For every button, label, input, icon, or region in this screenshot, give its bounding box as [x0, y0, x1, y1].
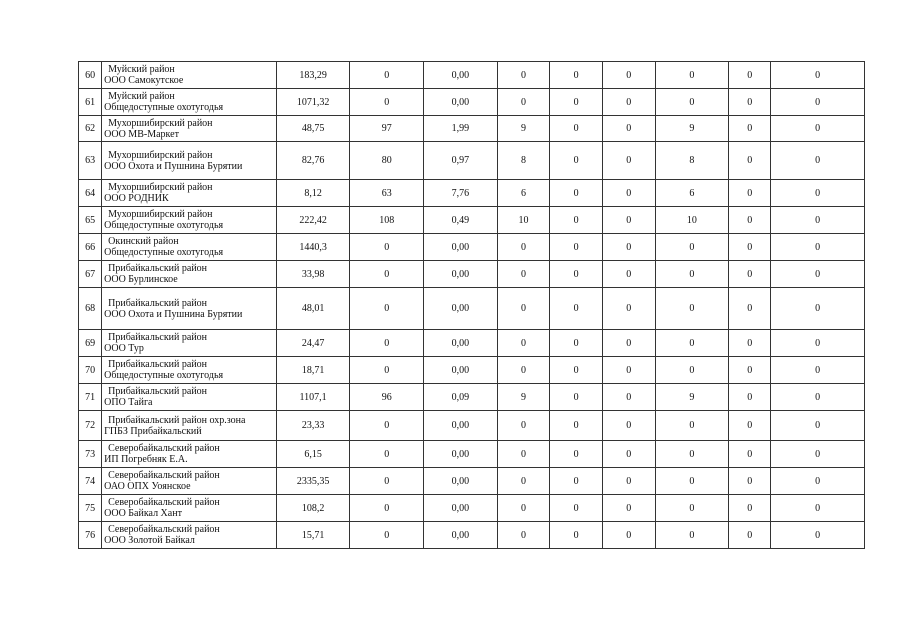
hunting-area-cell	[102, 288, 277, 330]
hunting-area-cell	[102, 357, 277, 384]
value-cell-c2: 0,00	[424, 468, 498, 495]
hunting-area-cell	[102, 142, 277, 180]
owner-name: ООО МВ-Маркет	[104, 128, 179, 140]
row-number: 68	[79, 288, 102, 330]
hunting-area-cell	[102, 261, 277, 288]
value-cell-c1: 0	[350, 62, 424, 89]
value-cell-c6: 0	[655, 89, 729, 116]
value-cell-c4: 0	[550, 384, 603, 411]
value-cell-c5: 0	[602, 495, 655, 522]
district-name: Мухоршибирский район	[108, 182, 213, 193]
value-cell-c6: 10	[655, 207, 729, 234]
value-cell-c1: 96	[350, 384, 424, 411]
value-cell-c2: 0,00	[424, 261, 498, 288]
value-cell-c8: 0	[771, 180, 865, 207]
value-cell-c4: 0	[550, 288, 603, 330]
value-cell-c8: 0	[771, 384, 865, 411]
value-cell-c8: 0	[771, 468, 865, 495]
value-cell-c8: 0	[771, 207, 865, 234]
row-number: 61	[79, 89, 102, 116]
district-name: Северобайкальский район	[108, 470, 220, 481]
value-cell-c1: 0	[350, 522, 424, 549]
row-number: 74	[79, 468, 102, 495]
value-cell-c4: 0	[550, 411, 603, 441]
row-number: 71	[79, 384, 102, 411]
value-cell-c2: 0,00	[424, 234, 498, 261]
value-cell-c3: 0	[497, 288, 550, 330]
value-cell-c8: 0	[771, 495, 865, 522]
row-number: 65	[79, 207, 102, 234]
value-cell-area: 48,01	[276, 288, 350, 330]
owner-name: Общедоступные охотугодья	[104, 102, 224, 113]
value-cell-c5: 0	[602, 384, 655, 411]
value-cell-c6: 0	[655, 468, 729, 495]
value-cell-area: 183,29	[276, 62, 350, 89]
value-cell-c4: 0	[550, 180, 603, 207]
value-cell-c2: 0,00	[424, 522, 498, 549]
value-cell-c5: 0	[602, 62, 655, 89]
value-cell-c3: 0	[497, 261, 550, 288]
district-name: Мухоршибирский район	[108, 149, 213, 161]
row-number: 66	[79, 234, 102, 261]
district-name: Мухоршибирский район	[108, 209, 213, 220]
value-cell-c3: 0	[497, 62, 550, 89]
value-cell-c1: 63	[350, 180, 424, 207]
value-cell-c8: 0	[771, 116, 865, 142]
value-cell-c1: 108	[350, 207, 424, 234]
owner-name: Общедоступные охотугодья	[104, 220, 224, 231]
district-name: Муйский район	[108, 91, 175, 102]
row-number: 75	[79, 495, 102, 522]
value-cell-c6: 0	[655, 495, 729, 522]
table-row	[79, 522, 865, 549]
value-cell-c7: 0	[729, 468, 771, 495]
table-row	[79, 89, 865, 116]
district-name: Прибайкальский район охр.зона	[108, 414, 246, 426]
value-cell-c4: 0	[550, 234, 603, 261]
value-cell-c4: 0	[550, 62, 603, 89]
value-cell-c8: 0	[771, 522, 865, 549]
value-cell-c2: 1,99	[424, 116, 498, 142]
row-number: 64	[79, 180, 102, 207]
value-cell-c5: 0	[602, 89, 655, 116]
hunting-area-cell	[102, 468, 277, 495]
value-cell-c2: 0,00	[424, 441, 498, 468]
owner-name: ООО Байкал Хант	[104, 508, 182, 519]
value-cell-c2: 0,49	[424, 207, 498, 234]
district-name: Мухоршибирский район	[108, 117, 213, 129]
value-cell-c3: 9	[497, 116, 550, 142]
owner-name: ООО Золотой Байкал	[104, 535, 195, 546]
value-cell-c6: 8	[655, 142, 729, 180]
value-cell-c8: 0	[771, 357, 865, 384]
value-cell-c7: 0	[729, 180, 771, 207]
owner-name: ОПО Тайга	[104, 397, 153, 408]
value-cell-c5: 0	[602, 116, 655, 142]
table-row	[79, 62, 865, 89]
value-cell-c2: 0,00	[424, 89, 498, 116]
value-cell-c1: 97	[350, 116, 424, 142]
value-cell-c8: 0	[771, 62, 865, 89]
data-table	[78, 61, 865, 549]
table-row	[79, 468, 865, 495]
value-cell-c2: 0,00	[424, 357, 498, 384]
table-row	[79, 116, 865, 142]
value-cell-area: 1107,1	[276, 384, 350, 411]
value-cell-area: 24,47	[276, 330, 350, 357]
value-cell-c6: 0	[655, 522, 729, 549]
value-cell-area: 1440,3	[276, 234, 350, 261]
value-cell-c2: 0,00	[424, 330, 498, 357]
value-cell-c7: 0	[729, 411, 771, 441]
value-cell-c7: 0	[729, 441, 771, 468]
table-row	[79, 261, 865, 288]
value-cell-c2: 0,97	[424, 142, 498, 180]
value-cell-c3: 0	[497, 495, 550, 522]
table-row	[79, 288, 865, 330]
value-cell-c3: 10	[497, 207, 550, 234]
value-cell-c3: 8	[497, 142, 550, 180]
value-cell-c7: 0	[729, 142, 771, 180]
value-cell-area: 1071,32	[276, 89, 350, 116]
value-cell-c6: 0	[655, 357, 729, 384]
value-cell-c6: 6	[655, 180, 729, 207]
value-cell-c7: 0	[729, 62, 771, 89]
owner-name: ОАО ОПХ Уоянское	[104, 481, 191, 492]
owner-name: ООО Тур	[104, 343, 144, 354]
owner-name: ООО Бурлинское	[104, 274, 178, 285]
hunting-area-cell	[102, 62, 277, 89]
value-cell-c5: 0	[602, 522, 655, 549]
row-number: 76	[79, 522, 102, 549]
owner-name: Общедоступные охотугодья	[104, 247, 224, 258]
value-cell-c3: 9	[497, 384, 550, 411]
value-cell-c7: 0	[729, 357, 771, 384]
value-cell-c3: 0	[497, 234, 550, 261]
value-cell-c6: 0	[655, 234, 729, 261]
hunting-area-cell	[102, 441, 277, 468]
owner-name: ИП Погребняк Е.А.	[104, 454, 188, 465]
row-number: 62	[79, 116, 102, 142]
owner-name: ООО Охота и Пушнина Бурятии	[104, 160, 243, 172]
table-row	[79, 384, 865, 411]
value-cell-c7: 0	[729, 384, 771, 411]
value-cell-c7: 0	[729, 261, 771, 288]
table-row	[79, 207, 865, 234]
value-cell-area: 15,71	[276, 522, 350, 549]
hunting-area-cell	[102, 495, 277, 522]
row-number: 70	[79, 357, 102, 384]
value-cell-c6: 9	[655, 384, 729, 411]
hunting-area-cell	[102, 411, 277, 441]
value-cell-c1: 0	[350, 411, 424, 441]
value-cell-c5: 0	[602, 357, 655, 384]
value-cell-c5: 0	[602, 142, 655, 180]
district-name: Окинский район	[108, 236, 179, 247]
value-cell-c3: 0	[497, 89, 550, 116]
row-number: 63	[79, 142, 102, 180]
row-number: 73	[79, 441, 102, 468]
table-row	[79, 411, 865, 441]
value-cell-c4: 0	[550, 522, 603, 549]
value-cell-c3: 6	[497, 180, 550, 207]
value-cell-c5: 0	[602, 330, 655, 357]
value-cell-c3: 0	[497, 330, 550, 357]
row-number: 72	[79, 411, 102, 441]
value-cell-c7: 0	[729, 522, 771, 549]
row-number: 69	[79, 330, 102, 357]
value-cell-c1: 0	[350, 288, 424, 330]
hunting-area-cell	[102, 522, 277, 549]
district-name: Северобайкальский район	[108, 524, 220, 535]
value-cell-area: 6,15	[276, 441, 350, 468]
value-cell-c1: 0	[350, 89, 424, 116]
hunting-area-cell	[102, 116, 277, 142]
value-cell-c4: 0	[550, 116, 603, 142]
value-cell-c1: 0	[350, 468, 424, 495]
value-cell-c8: 0	[771, 142, 865, 180]
table-row	[79, 495, 865, 522]
value-cell-c2: 0,00	[424, 62, 498, 89]
table-row	[79, 234, 865, 261]
value-cell-area: 108,2	[276, 495, 350, 522]
value-cell-area: 48,75	[276, 116, 350, 142]
table-row	[79, 330, 865, 357]
value-cell-c5: 0	[602, 207, 655, 234]
value-cell-c7: 0	[729, 330, 771, 357]
value-cell-area: 8,12	[276, 180, 350, 207]
hunting-area-cell	[102, 180, 277, 207]
value-cell-area: 18,71	[276, 357, 350, 384]
value-cell-c6: 0	[655, 288, 729, 330]
value-cell-c2: 0,00	[424, 288, 498, 330]
value-cell-c1: 0	[350, 441, 424, 468]
value-cell-c7: 0	[729, 116, 771, 142]
district-name: Муйский район	[108, 64, 175, 75]
value-cell-c8: 0	[771, 411, 865, 441]
value-cell-c2: 7,76	[424, 180, 498, 207]
row-number: 60	[79, 62, 102, 89]
value-cell-c4: 0	[550, 89, 603, 116]
value-cell-c7: 0	[729, 495, 771, 522]
value-cell-c6: 0	[655, 62, 729, 89]
value-cell-area: 82,76	[276, 142, 350, 180]
owner-name: Общедоступные охотугодья	[104, 370, 224, 381]
hunting-area-cell	[102, 207, 277, 234]
value-cell-c6: 0	[655, 441, 729, 468]
value-cell-c3: 0	[497, 522, 550, 549]
value-cell-c8: 0	[771, 261, 865, 288]
value-cell-c4: 0	[550, 207, 603, 234]
value-cell-c2: 0,00	[424, 411, 498, 441]
value-cell-c6: 0	[655, 261, 729, 288]
hunting-area-cell	[102, 330, 277, 357]
value-cell-c4: 0	[550, 142, 603, 180]
value-cell-c5: 0	[602, 180, 655, 207]
value-cell-c5: 0	[602, 441, 655, 468]
hunting-area-cell	[102, 89, 277, 116]
hunting-area-cell	[102, 384, 277, 411]
value-cell-c3: 0	[497, 357, 550, 384]
value-cell-c8: 0	[771, 89, 865, 116]
district-name: Прибайкальский район	[108, 263, 208, 274]
district-name: Северобайкальский район	[108, 443, 220, 454]
table-body	[79, 62, 865, 549]
value-cell-c5: 0	[602, 261, 655, 288]
value-cell-c3: 0	[497, 411, 550, 441]
value-cell-c3: 0	[497, 441, 550, 468]
value-cell-c3: 0	[497, 468, 550, 495]
owner-name: ООО Самокутское	[104, 75, 184, 86]
value-cell-c7: 0	[729, 89, 771, 116]
district-name: Прибайкальский район	[108, 332, 208, 343]
value-cell-c1: 0	[350, 495, 424, 522]
value-cell-c6: 9	[655, 116, 729, 142]
value-cell-c7: 0	[729, 234, 771, 261]
value-cell-c1: 0	[350, 261, 424, 288]
table-row	[79, 180, 865, 207]
value-cell-c4: 0	[550, 441, 603, 468]
value-cell-c5: 0	[602, 288, 655, 330]
value-cell-c4: 0	[550, 495, 603, 522]
table-row	[79, 441, 865, 468]
value-cell-c5: 0	[602, 234, 655, 261]
value-cell-c4: 0	[550, 468, 603, 495]
value-cell-c1: 0	[350, 357, 424, 384]
value-cell-c7: 0	[729, 288, 771, 330]
value-cell-area: 23,33	[276, 411, 350, 441]
value-cell-c4: 0	[550, 330, 603, 357]
value-cell-c6: 0	[655, 330, 729, 357]
value-cell-c8: 0	[771, 330, 865, 357]
row-number: 67	[79, 261, 102, 288]
district-name: Прибайкальский район	[108, 297, 208, 309]
table-row	[79, 357, 865, 384]
value-cell-c8: 0	[771, 441, 865, 468]
value-cell-c1: 0	[350, 330, 424, 357]
value-cell-area: 33,98	[276, 261, 350, 288]
owner-name: ООО РОДНИК	[104, 193, 169, 204]
value-cell-c4: 0	[550, 357, 603, 384]
owner-name: ООО Охота и Пушнина Бурятии	[104, 308, 243, 320]
owner-name: ГПБЗ Прибайкальский	[104, 425, 202, 437]
value-cell-area: 2335,35	[276, 468, 350, 495]
district-name: Северобайкальский район	[108, 497, 220, 508]
value-cell-c5: 0	[602, 468, 655, 495]
value-cell-c5: 0	[602, 411, 655, 441]
table-row	[79, 142, 865, 180]
hunting-area-cell	[102, 234, 277, 261]
value-cell-c6: 0	[655, 411, 729, 441]
value-cell-c8: 0	[771, 288, 865, 330]
value-cell-c4: 0	[550, 261, 603, 288]
district-name: Прибайкальский район	[108, 386, 208, 397]
value-cell-c2: 0,09	[424, 384, 498, 411]
value-cell-c8: 0	[771, 234, 865, 261]
value-cell-c7: 0	[729, 207, 771, 234]
district-name: Прибайкальский район	[108, 359, 208, 370]
value-cell-c1: 80	[350, 142, 424, 180]
value-cell-c1: 0	[350, 234, 424, 261]
value-cell-area: 222,42	[276, 207, 350, 234]
value-cell-c2: 0,00	[424, 495, 498, 522]
